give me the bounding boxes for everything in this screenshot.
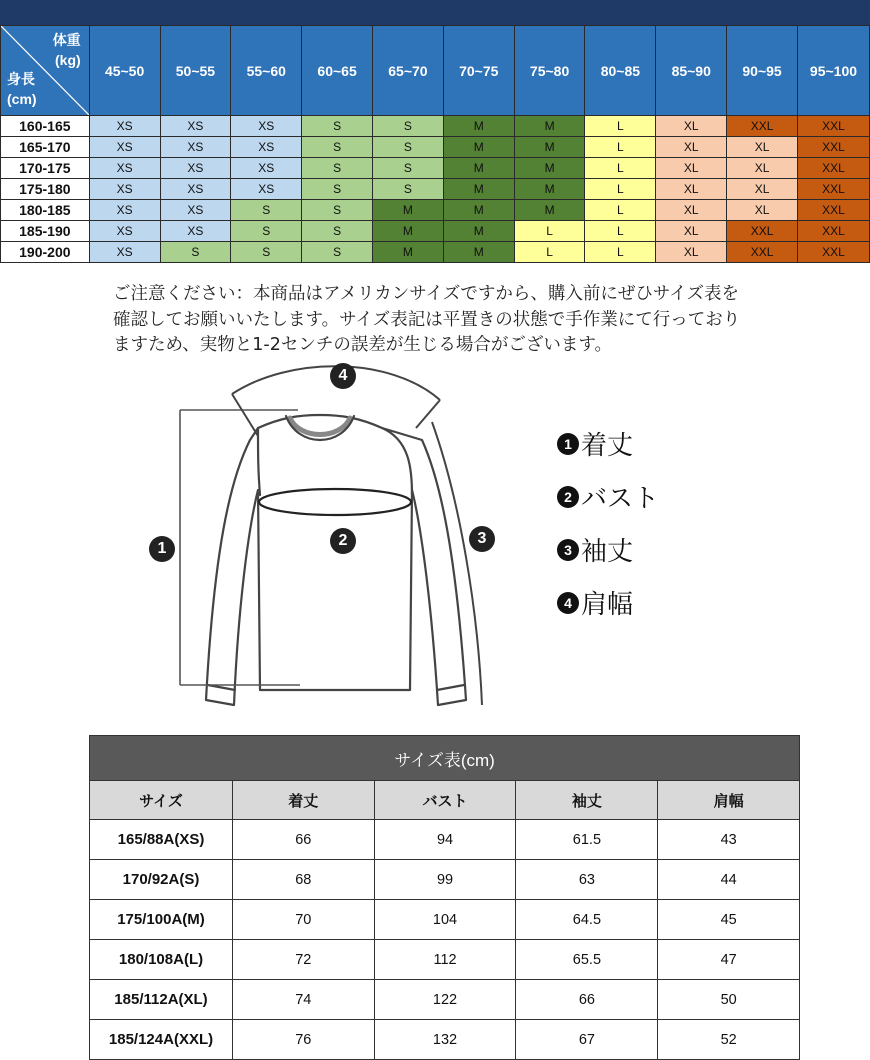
size-cell: M — [443, 242, 514, 263]
size-cell: XXL — [797, 158, 869, 179]
legend-num: 4 — [557, 592, 579, 614]
spec-value-cell: 72 — [233, 940, 375, 980]
height-range: 175-180 — [1, 179, 90, 200]
size-cell: S — [373, 179, 444, 200]
size-cell: XS — [89, 200, 160, 221]
size-cell: L — [585, 158, 656, 179]
size-cell: XL — [656, 137, 727, 158]
size-chart-row — [1, 200, 870, 221]
spec-value-cell: 66 — [233, 820, 375, 860]
size-cell: XXL — [797, 137, 869, 158]
spec-value-cell: 76 — [233, 1020, 375, 1060]
size-cell: M — [443, 200, 514, 221]
size-cell: XL — [656, 179, 727, 200]
size-cell: XS — [89, 137, 160, 158]
size-cell: M — [373, 242, 444, 263]
spec-header: サイズ — [90, 781, 233, 820]
size-cell: L — [514, 242, 585, 263]
spec-header: 着丈 — [233, 781, 375, 820]
spec-size-cell: 170/92A(S) — [90, 860, 233, 900]
notice-line: ご注意ください：本商品はアメリカンサイズですから、購入前にぜひサイズ表を — [113, 284, 739, 304]
size-cell: XXL — [727, 242, 798, 263]
size-cell: M — [443, 158, 514, 179]
size-cell: M — [443, 221, 514, 242]
legend-num: 1 — [557, 433, 579, 455]
spec-value-cell: 132 — [374, 1020, 516, 1060]
size-cell: XS — [89, 179, 160, 200]
size-cell: S — [160, 242, 231, 263]
size-chart-row — [1, 137, 870, 158]
height-weight-size-chart — [0, 25, 870, 263]
legend-shoulder — [557, 584, 633, 621]
weight-range: 95~100 — [797, 26, 869, 116]
size-cell: M — [373, 221, 444, 242]
size-cell: XS — [160, 179, 231, 200]
size-cell: XL — [656, 221, 727, 242]
size-cell: XS — [160, 158, 231, 179]
marker-3: 3 — [469, 526, 495, 552]
size-cell: S — [302, 200, 373, 221]
size-cell: XS — [231, 137, 302, 158]
size-cell: M — [514, 179, 585, 200]
size-cell: XL — [656, 200, 727, 221]
corner-header — [1, 26, 90, 116]
spec-title: サイズ表(cm) — [90, 736, 800, 781]
legend-label: 肩幅 — [581, 590, 634, 620]
spec-value-cell: 50 — [658, 980, 800, 1020]
marker-1: 1 — [149, 536, 175, 562]
spec-value-cell: 74 — [233, 980, 375, 1020]
size-cell: S — [373, 116, 444, 137]
legend-num: 2 — [557, 486, 579, 508]
spec-value-cell: 94 — [374, 820, 516, 860]
size-cell: XS — [160, 116, 231, 137]
notice-text — [113, 282, 793, 359]
legend-label: バスト — [581, 484, 660, 514]
spec-value-cell: 65.5 — [516, 940, 658, 980]
spec-value-cell: 64.5 — [516, 900, 658, 940]
size-chart-row — [1, 221, 870, 242]
size-cell: L — [514, 221, 585, 242]
size-chart-body — [1, 116, 870, 263]
size-cell: XS — [89, 116, 160, 137]
size-cell: XL — [727, 158, 798, 179]
size-cell: M — [373, 200, 444, 221]
spec-value-cell: 61.5 — [516, 820, 658, 860]
size-cell: XXL — [727, 221, 798, 242]
legend-sleeve — [557, 531, 633, 568]
spec-value-cell: 45 — [658, 900, 800, 940]
spec-value-cell: 47 — [658, 940, 800, 980]
spec-value-cell: 112 — [374, 940, 516, 980]
spec-value-cell: 44 — [658, 860, 800, 900]
weight-range: 75~80 — [514, 26, 585, 116]
weight-range: 50~55 — [160, 26, 231, 116]
spec-size-cell: 180/108A(L) — [90, 940, 233, 980]
weight-range: 70~75 — [443, 26, 514, 116]
legend-label: 袖丈 — [581, 537, 634, 567]
weight-range: 85~90 — [656, 26, 727, 116]
weight-range: 65~70 — [373, 26, 444, 116]
shirt-illustration — [140, 360, 500, 715]
size-cell: M — [514, 158, 585, 179]
height-range: 165-170 — [1, 137, 90, 158]
size-cell: S — [302, 242, 373, 263]
size-cell: XL — [727, 137, 798, 158]
spec-value-cell: 104 — [374, 900, 516, 940]
size-cell: XXL — [797, 200, 869, 221]
legend-bust — [557, 478, 659, 515]
size-cell: XS — [231, 158, 302, 179]
size-cell: XXL — [727, 116, 798, 137]
size-cell: S — [231, 221, 302, 242]
size-cell: M — [443, 179, 514, 200]
size-cell: XXL — [797, 116, 869, 137]
spec-size-cell: 185/112A(XL) — [90, 980, 233, 1020]
spec-row — [90, 980, 800, 1020]
size-chart-row — [1, 158, 870, 179]
height-range: 160-165 — [1, 116, 90, 137]
top-banner — [0, 0, 870, 25]
marker-4: 4 — [330, 363, 356, 389]
size-chart-row — [1, 242, 870, 263]
size-cell: XXL — [797, 242, 869, 263]
height-range: 185-190 — [1, 221, 90, 242]
weight-range: 60~65 — [302, 26, 373, 116]
size-cell: M — [443, 116, 514, 137]
spec-value-cell: 67 — [516, 1020, 658, 1060]
spec-header: 袖丈 — [516, 781, 658, 820]
notice-line: 確認してお願いいたします。サイズ表記は平置きの状態で手作業にて行っており — [113, 309, 741, 330]
spec-size-cell: 165/88A(XS) — [90, 820, 233, 860]
spec-header: 肩幅 — [658, 781, 800, 820]
size-cell: XS — [160, 221, 231, 242]
size-cell: XS — [231, 179, 302, 200]
height-range: 170-175 — [1, 158, 90, 179]
size-cell: L — [585, 179, 656, 200]
height-label-text: 身長 — [7, 71, 35, 87]
spec-size-cell: 185/124A(XXL) — [90, 1020, 233, 1060]
size-cell: XS — [89, 221, 160, 242]
spec-value-cell: 63 — [516, 860, 658, 900]
spec-value-cell: 122 — [374, 980, 516, 1020]
height-label — [7, 69, 37, 109]
size-cell: XS — [160, 137, 231, 158]
spec-value-cell: 68 — [233, 860, 375, 900]
spec-value-cell: 99 — [374, 860, 516, 900]
legend-label: 着丈 — [581, 431, 634, 461]
height-range: 180-185 — [1, 200, 90, 221]
weight-range: 45~50 — [89, 26, 160, 116]
size-cell: XL — [656, 158, 727, 179]
size-cell: S — [231, 242, 302, 263]
weight-range: 90~95 — [727, 26, 798, 116]
weight-label-text: 体重 — [52, 32, 81, 48]
weight-unit-text: (kg) — [55, 52, 81, 68]
spec-row — [90, 1020, 800, 1060]
size-cell: XS — [89, 242, 160, 263]
spec-row — [90, 900, 800, 940]
spec-row — [90, 820, 800, 860]
size-cell: S — [231, 200, 302, 221]
spec-row — [90, 860, 800, 900]
size-cell: L — [585, 242, 656, 263]
spec-title-row — [90, 736, 800, 781]
size-cell: S — [373, 137, 444, 158]
size-cell: XXL — [797, 221, 869, 242]
size-chart-row — [1, 116, 870, 137]
size-cell: S — [302, 179, 373, 200]
size-cell: XL — [656, 242, 727, 263]
spec-header: バスト — [374, 781, 516, 820]
size-cell: S — [373, 158, 444, 179]
spec-value-cell: 66 — [516, 980, 658, 1020]
size-cell: L — [585, 200, 656, 221]
spec-size-cell: 175/100A(M) — [90, 900, 233, 940]
weight-label — [53, 30, 81, 70]
spec-table-body — [90, 820, 800, 1060]
weight-range: 80~85 — [585, 26, 656, 116]
size-cell: S — [302, 158, 373, 179]
weight-range: 55~60 — [231, 26, 302, 116]
size-cell: S — [302, 221, 373, 242]
size-cell: XS — [89, 158, 160, 179]
height-range: 190-200 — [1, 242, 90, 263]
spec-value-cell: 70 — [233, 900, 375, 940]
marker-2: 2 — [330, 528, 356, 554]
size-cell: M — [443, 137, 514, 158]
size-cell: XL — [656, 116, 727, 137]
weight-header-row — [1, 26, 870, 116]
spec-value-cell: 52 — [658, 1020, 800, 1060]
spec-header-row — [90, 781, 800, 820]
legend-num: 3 — [557, 539, 579, 561]
legend-length — [557, 425, 633, 462]
size-cell: XL — [727, 179, 798, 200]
size-cell: S — [302, 116, 373, 137]
size-spec-table — [89, 735, 800, 1060]
size-cell: M — [514, 116, 585, 137]
size-cell: XXL — [797, 179, 869, 200]
size-cell: S — [302, 137, 373, 158]
size-cell: L — [585, 221, 656, 242]
size-cell: L — [585, 137, 656, 158]
size-chart-row — [1, 179, 870, 200]
size-cell: XS — [160, 200, 231, 221]
size-cell: M — [514, 137, 585, 158]
size-cell: L — [585, 116, 656, 137]
size-cell: M — [514, 200, 585, 221]
height-unit-text: (cm) — [7, 91, 37, 107]
spec-value-cell: 43 — [658, 820, 800, 860]
size-cell: XL — [727, 200, 798, 221]
notice-line: ますため、実物と1-2センチの誤差が生じる場合がございます。 — [113, 335, 612, 355]
spec-row — [90, 940, 800, 980]
size-cell: XS — [231, 116, 302, 137]
